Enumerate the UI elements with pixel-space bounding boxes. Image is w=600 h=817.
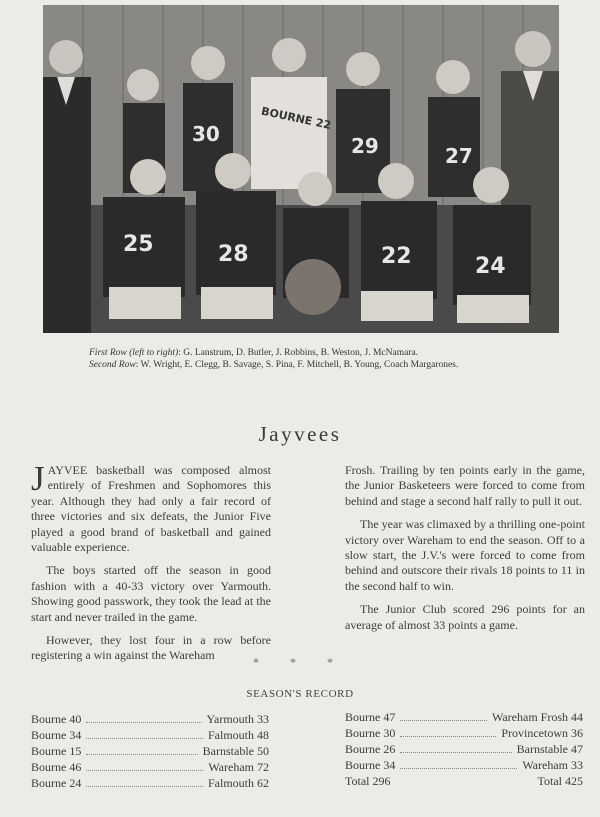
record-opponent-score: Barnstable 50	[202, 744, 269, 758]
dot-leader	[86, 722, 201, 723]
caption-second-row-label: Second Row	[89, 359, 136, 370]
record-opponent-score: Falmouth 48	[207, 728, 269, 742]
dot-leader	[400, 768, 517, 769]
paragraph-1-text: AYVEE basketball was composed almost entirely of Freshmen and Sophomores this year. Although they had only a fair record of three victories and six defeats, the Junior Five played a good brand of basketball and gained valuable experience.	[31, 463, 271, 555]
paragraph-3: However, they lost four in a row before registering a win against the Wareham	[31, 633, 271, 663]
paragraph-2: The boys started off the season in good fashion with a 40-33 victory over Yarmouth. Showing good passwork, they took the lead at the start and never trailed in the game.	[31, 563, 271, 624]
record-row	[345, 726, 583, 742]
record-opponent-score: Falmouth 62	[207, 776, 269, 790]
page-title: Jayvees	[258, 422, 342, 446]
record-opponent-score: Wareham 72	[208, 760, 269, 774]
paragraph-1	[31, 459, 271, 555]
paragraph-5: The Junior Club scored 296 points for an average of almost 33 points a game.	[345, 602, 585, 632]
dot-leader	[86, 770, 203, 771]
record-row	[31, 760, 269, 776]
record-bourne-score: Bourne 26	[345, 742, 396, 756]
article-left-column	[31, 459, 271, 672]
caption-first-row	[89, 348, 529, 360]
record-bourne-score: Bourne 34	[345, 758, 396, 772]
photo-caption	[89, 348, 529, 371]
paragraph-3-continued: Frosh. Trailing by ten points early in the game, the Junior Basketeers were forced to come from behind and stage a second half rally to pull it out.	[345, 463, 585, 508]
record-opponent-score: Wareham 33	[522, 758, 583, 772]
record-row	[345, 742, 583, 758]
jersey-number: 30	[192, 122, 220, 146]
article-right-column	[345, 463, 585, 641]
jersey-number: 28	[218, 242, 249, 267]
record-opponent-score: Yarmouth 33	[206, 712, 269, 726]
paragraph-4: The year was climaxed by a thrilling one-point victory over Wareham to end the season. Off to a slow start, the J.V.'s were forced to come from behind and outscore their rivals 18 points to 11 in the second half to win.	[345, 517, 585, 593]
record-opponent-score: Barnstable 47	[516, 742, 583, 756]
team-photo-illustration	[43, 5, 559, 333]
section-divider: * * *	[253, 655, 347, 669]
dot-leader	[400, 752, 511, 753]
dot-leader	[86, 738, 203, 739]
caption-second-row	[89, 360, 529, 372]
record-total-opponents: Total 425	[537, 774, 583, 788]
record-bourne-score: Bourne 24	[31, 776, 82, 790]
dot-leader	[86, 786, 203, 787]
record-row	[345, 758, 583, 774]
caption-first-row-label: First Row (left to right)	[89, 348, 179, 358]
drop-cap: J	[31, 459, 45, 498]
team-photo	[43, 5, 559, 333]
record-row	[31, 744, 269, 760]
record-bourne-score: Bourne 46	[31, 760, 82, 774]
dot-leader	[400, 720, 487, 721]
record-bourne-score: Bourne 15	[31, 744, 82, 758]
jersey-number: 27	[445, 144, 473, 168]
jersey-number: 25	[123, 232, 154, 257]
season-record-right	[345, 710, 583, 790]
dot-leader	[86, 754, 197, 755]
dot-leader	[400, 736, 496, 737]
record-bourne-score: Bourne 30	[345, 726, 396, 740]
season-record-left	[31, 712, 269, 792]
record-opponent-score: Provincetown 36	[501, 726, 583, 740]
record-row	[31, 728, 269, 744]
record-row	[345, 710, 583, 726]
record-total-bourne: Total 296	[345, 774, 391, 788]
record-row	[31, 776, 269, 792]
record-bourne-score: Bourne 40	[31, 712, 82, 726]
jersey-number: 22	[381, 244, 412, 269]
jersey-number: 29	[351, 134, 379, 158]
record-bourne-score: Bourne 34	[31, 728, 82, 742]
record-bourne-score: Bourne 47	[345, 710, 396, 724]
basketball	[285, 259, 341, 315]
season-record-title: SEASON'S RECORD	[246, 688, 354, 700]
warmup-lettering: BOURNE 22	[260, 104, 333, 133]
record-total-row	[345, 774, 583, 790]
caption-second-row-names: : W. Wright, E. Clegg, B. Savage, S. Pina, F. Mitchell, B. Young, Coach Margarones.	[135, 359, 459, 370]
record-opponent-score: Wareham Frosh 44	[491, 710, 583, 724]
record-row	[31, 712, 269, 728]
jersey-number: 24	[475, 254, 506, 279]
caption-first-row-names: : G. Lanstrum, D. Butler, J. Robbins, B. Weston, J. McNamara.	[178, 348, 419, 358]
